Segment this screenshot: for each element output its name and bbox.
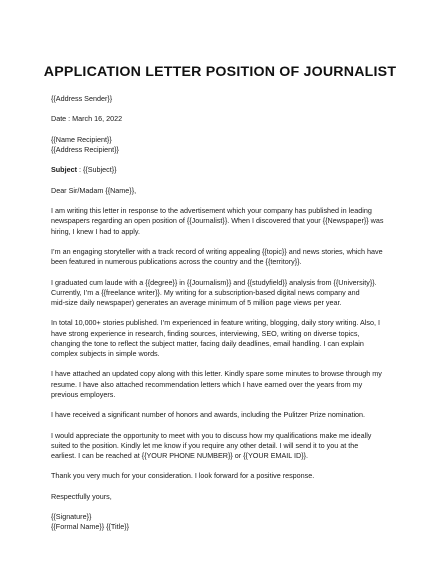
paragraph-line: In total 10,000+ stories published. I’m experienced in feature writing, blogging, daily story writing. Also, I	[51, 318, 381, 328]
paragraph-line: newspapers regarding an open position of {{Journalist}}. When I discovered that your {{Newspaper}} was	[51, 216, 384, 226]
paragraph-line: been featured in numerous publications across the country and the {{territory}}.	[51, 257, 302, 267]
date-line: Date : March 16, 2022	[51, 114, 123, 124]
subject-label: Subject	[51, 165, 77, 175]
paragraph-line: changing the tone to reflect the subject matter, facing daily deadlines, email handling. I can explain	[51, 338, 364, 348]
paragraph-line: I have received a significant number of honors and awards, including the Pulitzer Prize nomination.	[51, 410, 366, 420]
paragraph-line: I have attached an updated copy along with this letter. Kindly spare some minutes to browse through my	[51, 369, 382, 379]
paragraph-line: hiring, I knew I had to apply.	[51, 226, 140, 236]
letter-body	[51, 94, 423, 533]
paragraph-line: earliest. I can be reached at {{YOUR PHONE NUMBER}} or {{YOUR EMAIL ID}}.	[51, 450, 308, 460]
signature-placeholder: {{Signature}}	[51, 512, 92, 522]
recipient-name: {{Name Recipient}}	[51, 134, 112, 144]
paragraph-line: resume. I have also attached recommendation letters which I have earned over the years from my	[51, 379, 363, 389]
paragraph-line: Thank you very much for your consideration. I look forward for a positive response.	[51, 471, 315, 481]
formal-name-title: {{Formal Name}} {{Title}}	[51, 522, 130, 532]
paragraph-line: have strong experience in research, finding sources, interviewing, SEO, writing on diverse topics,	[51, 328, 360, 338]
paragraph-line: I’m an engaging storyteller with a track record of writing appealing {{topic}} and news stories, which have	[51, 246, 383, 256]
subject-value: : {{Subject}}	[76, 165, 117, 175]
paragraph-line: I graduated cum laude with a {{degree}} in {{Journalism}} and {{studyfield}} analysis from {{University}}.	[51, 277, 377, 287]
letter-paragraphs	[51, 206, 423, 492]
page-title: APPLICATION LETTER POSITION OF JOURNALIST	[43, 64, 397, 80]
subject-line	[51, 165, 423, 175]
paragraph-line: suited to the position. Kindly let me know if you require any other detail. I will send it to you at the	[51, 440, 359, 450]
salutation: Dear Sir/Madam {{Name}},	[51, 185, 137, 195]
paragraph-line: I would appreciate the opportunity to meet with you to discuss how my qualifications make me ideally	[51, 430, 372, 440]
paragraph-line: Currently, I’m a {{freelance writer}}. My writing for a subscription-based digital news company and	[51, 287, 360, 297]
paragraph-line: I am writing this letter in response to the advertisement which your company has published in leading	[51, 206, 372, 216]
closing: Respectfully yours,	[51, 491, 112, 501]
address-sender: {{Address Sender}}	[51, 94, 113, 103]
paragraph-line: mid-size daily newspaper) generates an average minimum of 5 million page views per year.	[51, 297, 342, 307]
recipient-address: {{Address Recipient}}	[51, 144, 119, 154]
paragraph-line: complex subjects in simple words.	[51, 348, 160, 358]
paragraph-line: previous employers.	[51, 389, 116, 399]
